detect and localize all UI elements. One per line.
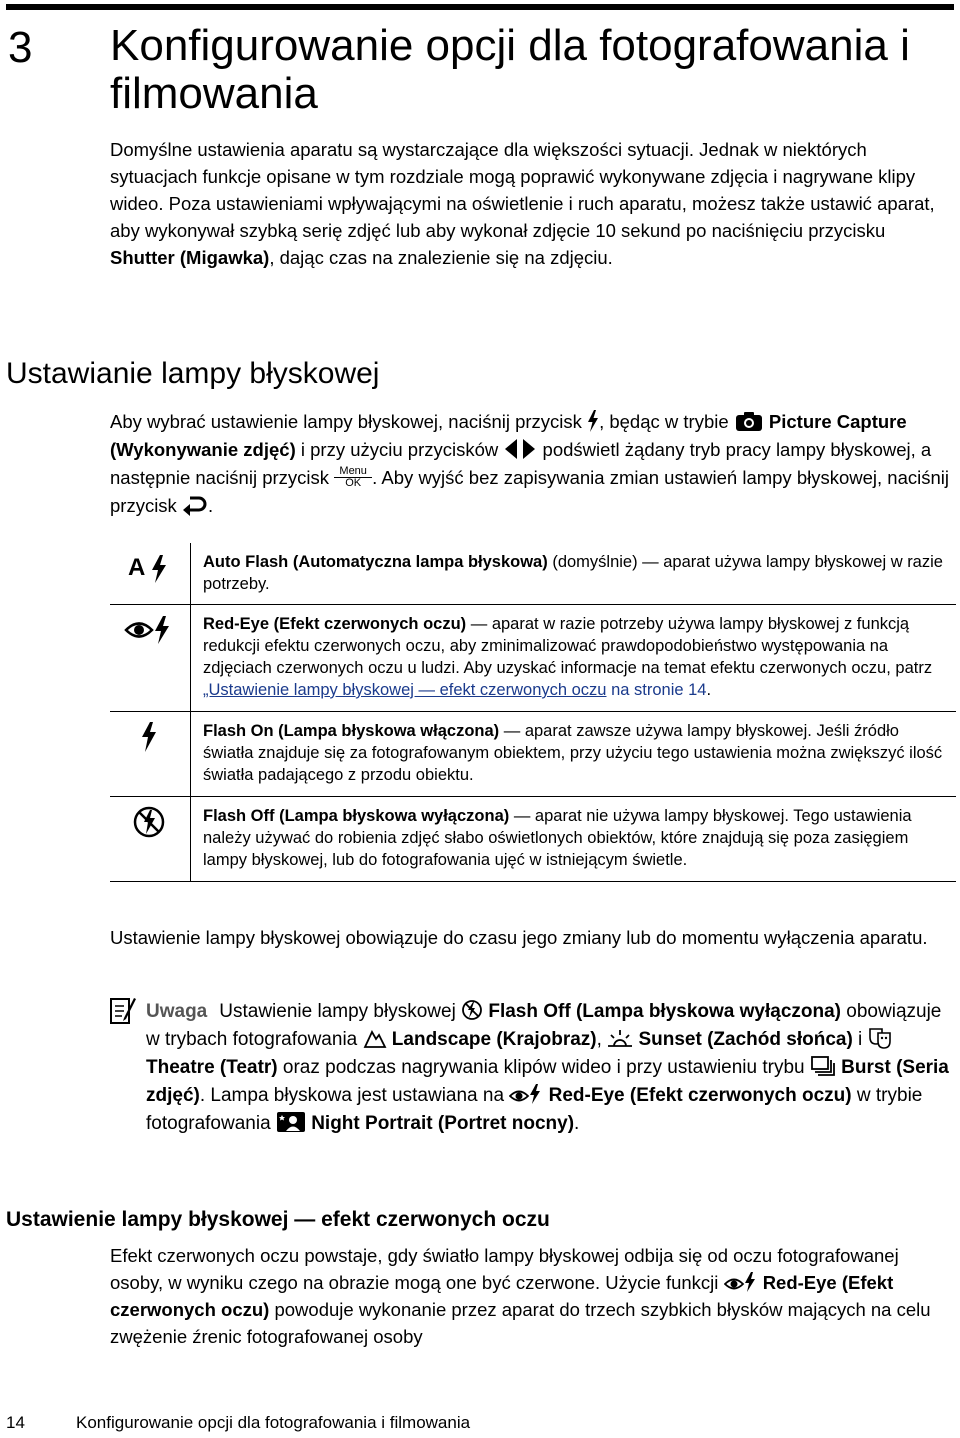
flash-mode-description: Flash Off (Lampa błyskowa wyłączona) — aparat nie używa lampy błyskowej. Tego ustawienia należy używać do robienia zdjęć słabo oświetlonych obiektów, które znajdują się poza zasięgiem lampy błyskowej, lub do fotografowania ujęć w istniejącym świetle. xyxy=(190,797,956,881)
burst-icon xyxy=(810,1055,836,1077)
flash-mode-description: Red-Eye (Efekt czerwonych oczu) — aparat w razie potrzeby używa lampy błyskowej z funkcją redukcji efektu czerwonych oczu, aby zminimalizować prawdopodobieństwo występowania na zdjęciach czerwonych oczu u ludzi. Aby uzyskać informacje na temat efektu czerwonych oczu, patrz „Ustawienie lampy błyskowej — efekt czerwonych oczu na stronie 14. xyxy=(190,605,956,711)
flash-mode-description: Auto Flash (Automatyczna lampa błyskowa) (domyślnie) — aparat używa lampy błyskowej w razie potrzeby. xyxy=(190,543,956,604)
back-icon xyxy=(182,494,208,516)
flash-button-icon xyxy=(587,410,599,432)
red-eye-icon xyxy=(724,1271,758,1293)
left-right-arrows-icon xyxy=(503,438,537,460)
page-number: 14 xyxy=(6,1413,25,1432)
note-label: Uwaga xyxy=(146,1001,208,1022)
sunset-icon xyxy=(607,1027,633,1049)
section-heading-flash: Ustawianie lampy błyskowej xyxy=(6,357,380,390)
redeye-paragraph: Efekt czerwonych oczu powstaje, gdy światło lampy błyskowej odbija się od oczu fotografowanej osoby, w wyniku czego na obrazie mogą one być czerwone. Użycie funkcji Red-Eye (Efekt czerwonych oczu) powoduje wykonanie przez aparat do trzech szybkich błysków mających na celu zwężenie źrenic fotografowanej osoby xyxy=(110,1245,931,1347)
flash-mode-row xyxy=(110,711,956,796)
chapter-title: Konfigurowanie opcji dla fotografowania i filmowania xyxy=(110,21,910,118)
flash-mode-description: Flash On (Lampa błyskowa włączona) — aparat zawsze używa lampy błyskowej. Jeśli źródło światła znajduje się za fotografowanym obiektem, przy użyciu tego ustawienia można zwiększyć ilość światła padającego z przodu obiektu. xyxy=(190,712,956,796)
svg-text:A: A xyxy=(128,554,146,581)
red-eye-icon xyxy=(509,1083,543,1105)
red-eye-icon xyxy=(124,613,174,647)
night-portrait-icon xyxy=(276,1111,306,1133)
shutter-button-label: Shutter (Migawka) xyxy=(110,247,270,268)
auto-flash-icon xyxy=(127,551,171,585)
footer-title: Konfigurowanie opcji dla fotografowania i filmowania xyxy=(76,1413,471,1432)
camera-icon xyxy=(734,410,764,432)
intro-paragraph: Domyślne ustawienia aparatu są wystarczające dla większości sytuacji. Jednak w niektórych sytuacjach funkcje opisane w tym rozdziale mogą poprawić wykonywane zdjęcia i nagrywane klipy wideo. Poza ustawieniami wpływającymi na oświetlenie i ruch aparatu, możesz także ustawić aparat, aby wykonywał szybką serię zdjęć lub aby wykonał zdjęcie 10 sekund po naciśnięciu przycisku Shutter (Migawka), dając czas na znalezienie się na zdjęciu. xyxy=(110,139,935,268)
note-paragraph: Uwaga Ustawienie lampy błyskowej Flash Off (Lampa błyskowa wyłączona) obowiązuje w trybach fotografowania Landscape (Krajobraz), Sunset (Zachód słońca) i Theatre (Teatr) oraz podczas nagrywania klipów wideo i przy ustawieniu trybu Burst (Seria zdjęć). Lampa błyskowa jest ustawiana na Red-Eye (Efekt czerwonych oczu) w trybie fotografowania Night Portrait (Portret nocny). xyxy=(146,1001,949,1134)
flash-persist-paragraph: Ustawienie lampy błyskowej obowiązuje do czasu jego zmiany lub do momentu wyłączenia aparatu. xyxy=(110,927,928,948)
note-icon xyxy=(110,996,136,1026)
flash-on-icon xyxy=(139,720,159,754)
landscape-icon xyxy=(363,1027,387,1049)
top-rule xyxy=(6,4,954,10)
flash-mode-row xyxy=(110,604,956,711)
section-heading-redeye: Ustawienie lampy błyskowej — efekt czerwonych oczu xyxy=(6,1208,550,1231)
flash-instructions: Aby wybrać ustawienie lampy błyskowej, naciśnij przycisk , będąc w trybie Picture Capture (Wykonywanie zdjęć) i przy użyciu przycisków podświetl żądany tryb pracy lampy błyskowej, a następnie naciśnij przycisk Menu OK . Aby wyjść bez zapisywania zmian ustawień lampy błyskowej, naciśnij przycisk . xyxy=(110,411,949,516)
flash-modes-table xyxy=(110,543,956,882)
flash-off-icon xyxy=(132,805,166,839)
redeye-page-link[interactable]: na stronie 14 xyxy=(606,681,707,699)
menu-ok-icon: Menu OK xyxy=(334,466,372,489)
chapter-number: 3 xyxy=(8,23,33,72)
flash-mode-row xyxy=(110,543,956,604)
flash-off-icon xyxy=(461,999,483,1021)
redeye-section-link[interactable]: „Ustawienie lampy błyskowej — efekt czerwonych oczu xyxy=(203,681,607,699)
theatre-icon xyxy=(868,1027,892,1049)
flash-mode-row xyxy=(110,796,956,882)
page-footer xyxy=(6,1412,470,1434)
